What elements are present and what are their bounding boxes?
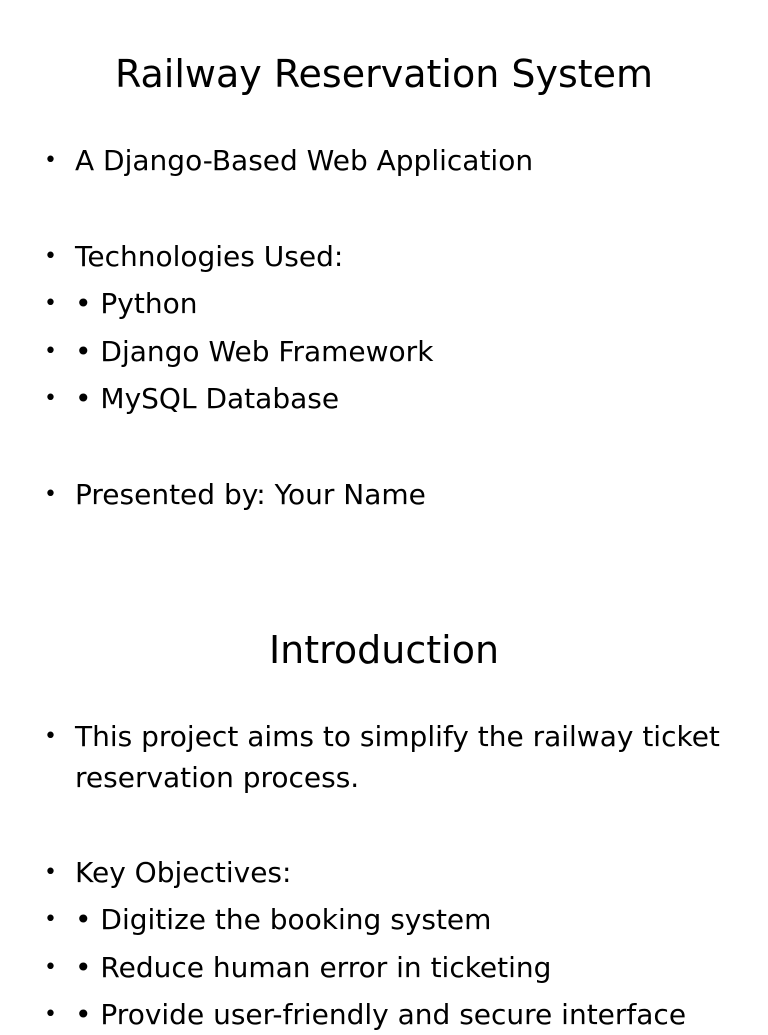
bullet-marker: • [44,386,57,411]
bullet-marker: • [44,907,57,932]
bullet-marker: • [44,482,57,507]
bullet-marker: • [44,1002,57,1027]
bullet-text: A Django-Based Web Application [75,144,534,177]
bullet-item [44,899,744,940]
bullet-item [44,378,744,419]
bullet-text: Technologies Used: [75,240,344,273]
bullet-text: This project aims to simplify the railway ticket reservation process. [75,720,720,794]
bullet-item [44,994,744,1035]
bullet-item [44,852,744,893]
bullet-marker: • [44,860,57,885]
bullet-text: • Reduce human error in ticketing [75,951,552,984]
bullet-marker: • [44,148,57,173]
bullet-marker: • [44,724,57,749]
bullet-item [44,716,744,798]
bullet-text: • Digitize the booking system [75,903,492,936]
bullet-text: • MySQL Database [75,382,340,415]
bullet-text: Key Objectives: [75,856,292,889]
bullet-marker: • [44,955,57,980]
bullet-text: Presented by: Your Name [75,478,426,511]
bullet-item [44,236,744,277]
bullet-marker: • [44,244,57,269]
bullet-item [44,474,744,515]
bullet-text: • Django Web Framework [75,335,434,368]
slide-title: Railway Reservation System [114,52,654,96]
bullet-item [44,947,744,988]
bullet-text: • Provide user-friendly and secure interface [75,998,687,1031]
bullet-item [44,331,744,372]
slide-title: Introduction [268,628,500,672]
bullet-item [44,283,744,324]
bullet-text: • Python [75,287,198,320]
bullet-item [44,140,744,181]
bullet-marker: • [44,339,57,364]
bullet-marker: • [44,291,57,316]
